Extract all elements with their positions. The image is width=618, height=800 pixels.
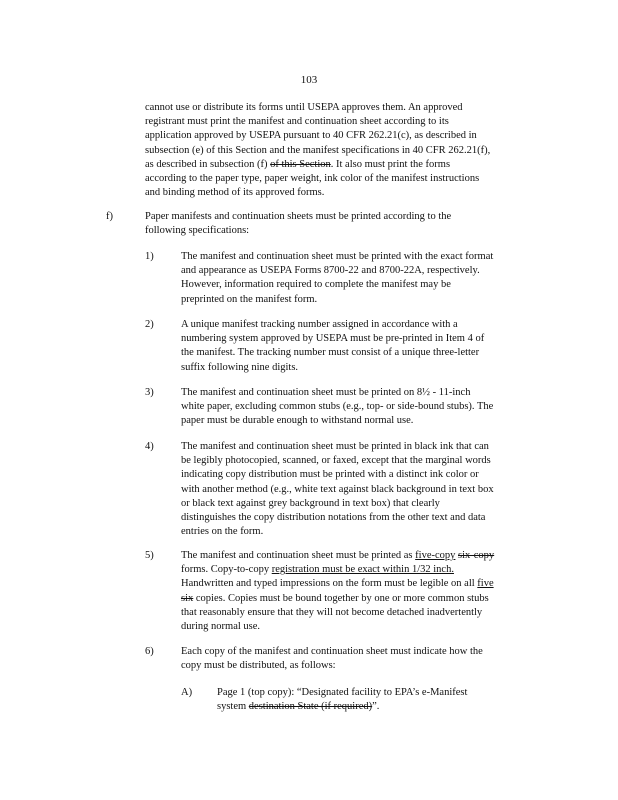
item-line: paper must be durable enough to withstand normal use. bbox=[181, 415, 414, 427]
item-line: that reasonably ensure that they will not become detached inadvertently bbox=[181, 606, 483, 618]
item-line: Each copy of the manifest and continuation sheet must indicate how the bbox=[181, 646, 483, 657]
section-line: following specifications: bbox=[145, 225, 250, 237]
item-line: distinguishes the copy distribution notations from the other text and data bbox=[181, 512, 486, 524]
item-5-label: 5) bbox=[145, 550, 154, 561]
intro-line: and binding method of its approved forms. bbox=[145, 187, 325, 199]
item-line: suffix following nine digits. bbox=[181, 361, 299, 373]
item-line: The manifest and continuation sheet must be printed in black ink that can bbox=[181, 441, 489, 452]
item-4-paragraph bbox=[181, 440, 494, 539]
item-line: white paper, excluding common stubs (e.g., top- or side-bound stubs). The bbox=[181, 401, 494, 413]
inserted-text: five-copy bbox=[415, 550, 456, 561]
item-line: However, information required to complete the manifest may be bbox=[181, 279, 451, 291]
intro-line: application approved by USEPA pursuant to 40 CFR 262.21(c), as described in bbox=[145, 130, 477, 142]
item-line: The manifest and continuation sheet must be printed as five-copy six-copy bbox=[181, 550, 495, 561]
inserted-text: five bbox=[477, 578, 494, 590]
item-1-label: 1) bbox=[145, 251, 154, 262]
subitem-a-label: A) bbox=[181, 687, 193, 698]
item-line: Handwritten and typed impressions on the form must be legible on all five bbox=[181, 578, 494, 590]
item-line: forms. Copy-to-copy registration must be exact within 1/32 inch. bbox=[181, 564, 454, 576]
item-line: during normal use. bbox=[181, 621, 261, 633]
item-5-paragraph bbox=[181, 549, 494, 634]
struck-text: six-copy bbox=[458, 550, 495, 561]
intro-line: cannot use or distribute its forms until USEPA approves them. An approved bbox=[145, 102, 463, 113]
subitem-line: system destination State (if required)”. bbox=[217, 701, 380, 713]
section-f-label: f) bbox=[106, 211, 113, 222]
item-line: numbering system approved by USEPA must be pre-printed in Item 4 of bbox=[181, 333, 485, 345]
intro-line: subsection (e) of this Section and the manifest specifications in 40 CFR 262.21(f), bbox=[145, 144, 491, 156]
intro-line: registrant must print the manifest and continuation sheet according to its bbox=[145, 116, 449, 128]
item-line: The manifest and continuation sheet must be printed with the exact format bbox=[181, 251, 494, 262]
item-3-label: 3) bbox=[145, 387, 154, 398]
item-4-label: 4) bbox=[145, 441, 154, 452]
item-1-paragraph bbox=[181, 250, 493, 307]
intro-paragraph bbox=[145, 101, 490, 200]
inserted-text: registration must be exact within 1/32 inch. bbox=[271, 564, 454, 576]
item-line: with another method (e.g., white text against black background in text box bbox=[181, 483, 494, 495]
struck-text: destination State (if required) bbox=[248, 701, 373, 713]
section-f-paragraph bbox=[145, 210, 451, 238]
item-line: be legibly photocopied, scanned, or faxed, except that the marginal words bbox=[181, 455, 491, 467]
subitem-line: Page 1 (top copy): “Designated facility to EPA’s e-Manifest bbox=[217, 687, 468, 698]
item-line: entries on the form. bbox=[181, 526, 264, 538]
page-number: 103 bbox=[300, 74, 318, 86]
item-line: The manifest and continuation sheet must be printed on 8½ - 11-inch bbox=[181, 387, 471, 398]
item-6-label: 6) bbox=[145, 646, 154, 657]
item-line: the manifest. The tracking number must consist of a unique three-letter bbox=[181, 347, 480, 359]
subitem-a-paragraph bbox=[217, 686, 467, 714]
item-2-paragraph bbox=[181, 318, 484, 375]
item-line: indicating copy distribution must be printed with a distinct ink color or bbox=[181, 469, 479, 481]
item-3-paragraph bbox=[181, 386, 493, 429]
item-line: six copies. Copies must be bound together by one or more common stubs bbox=[181, 592, 489, 604]
item-line: and appearance as USEPA Forms 8700-22 and 8700-22A, respectively. bbox=[181, 265, 480, 277]
item-line: A unique manifest tracking number assigned in accordance with a bbox=[181, 319, 458, 330]
section-line: Paper manifests and continuation sheets must be printed according to the bbox=[145, 211, 452, 222]
item-6-paragraph bbox=[181, 645, 483, 673]
struck-text: of this Section bbox=[270, 158, 331, 170]
item-line: or black text against grey background in text box) that clearly bbox=[181, 497, 440, 509]
intro-line: as described in subsection (f) of this Section. It also must print the forms bbox=[145, 158, 451, 170]
item-line: preprinted on the manifest form. bbox=[181, 293, 318, 305]
item-line: copy must be distributed, as follows: bbox=[181, 660, 336, 672]
struck-text: six bbox=[181, 592, 194, 604]
intro-line: according to the paper type, paper weight, ink color of the manifest instructions bbox=[145, 173, 480, 185]
item-2-label: 2) bbox=[145, 319, 154, 330]
